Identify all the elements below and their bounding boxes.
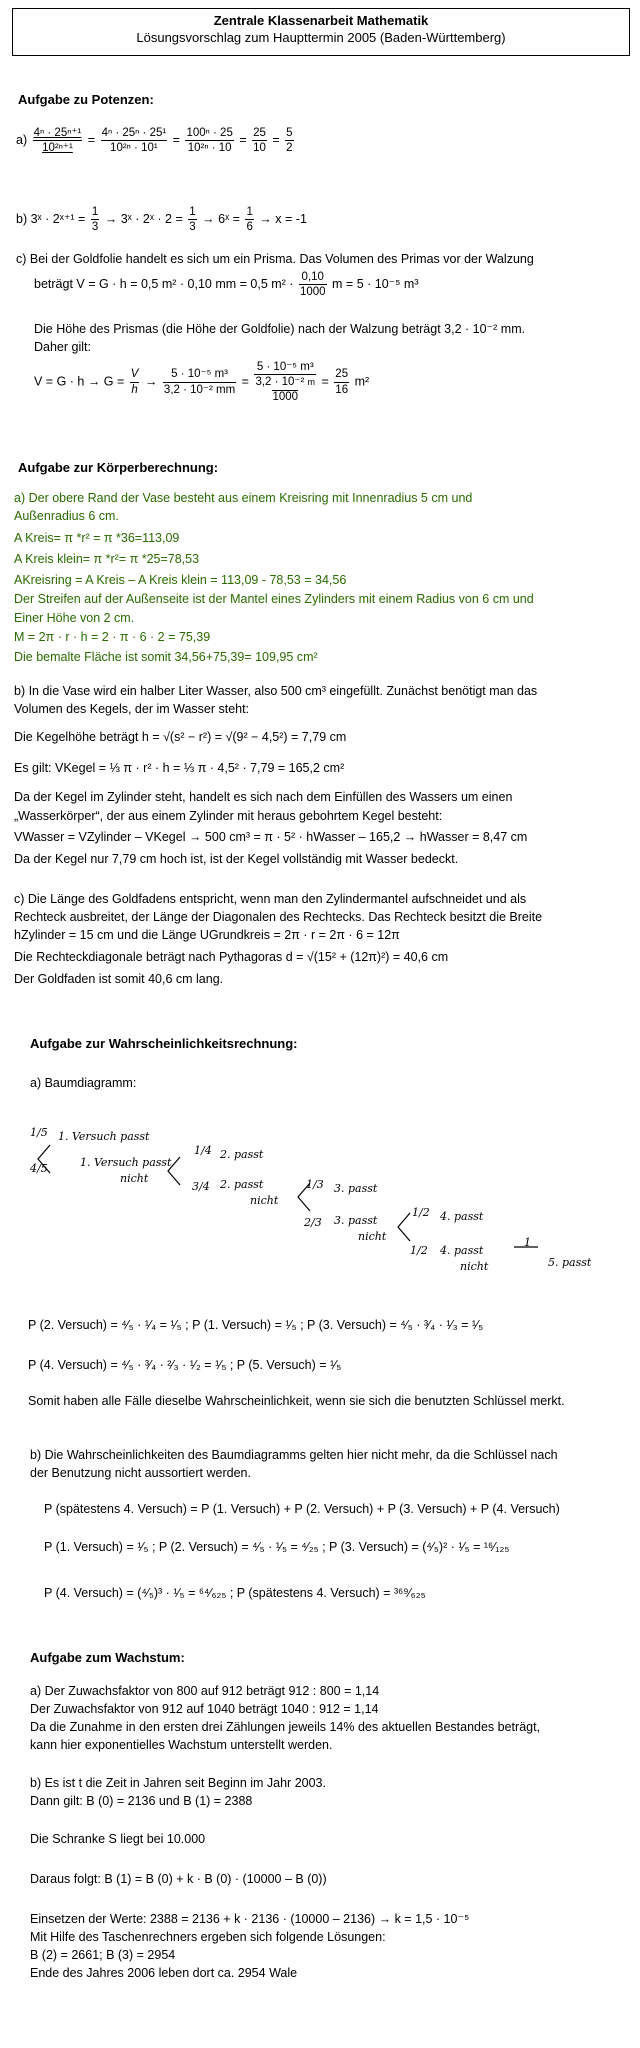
- koerper-b-line: „Wasserkörper“, der aus einem Zylinder mit heraus gebohrtem Kegel besteht:: [14, 809, 443, 823]
- tree-frac: 1/2: [412, 1206, 430, 1219]
- document-subtitle: Lösungsvorschlag zum Haupttermin 2005 (Baden-Württemberg): [136, 30, 506, 45]
- koerper-b-line: Die Kegelhöhe beträgt h = √(s² − r²) = √(9² − 4,5²) = 7,79 cm: [14, 730, 347, 744]
- document-title: Zentrale Klassenarbeit Mathematik: [213, 13, 429, 28]
- wachstum-b-line: Dann gilt: B (0) = 2136 und B (1) = 2388: [30, 1794, 253, 1808]
- potenzen-c-line2: beträgt V = G · h = 0,5 m² · 0,10 mm = 0,5 m² · $\frac{0,10}{1000}$ m = 5 · 10⁻⁵ m³: [34, 271, 419, 299]
- fraction: 5 · 10⁻⁵ m³ 3,2 · 10⁻² m 1000: [255, 361, 316, 403]
- koerper-a-line: A Kreis= π *r² = π *36=113,09: [14, 531, 180, 545]
- probability-b-line: P (4. Versuch) = (⁴⁄₅)³ · ¹⁄₅ = ⁶⁴⁄₆₂₅ ; P (spätestens 4. Versuch) = ³⁶⁹⁄₆₂₅: [44, 1586, 426, 1600]
- probability-line: P (2. Versuch) = ⁴⁄₅ · ¹⁄₄ = ¹⁄₅ ; P (1. Versuch) = ¹⁄₅ ; P (3. Versuch) = ⁴⁄₅ · ³⁄₄ · ¹⁄₃ = ¹⁄₅: [28, 1318, 484, 1332]
- tree-frac: 1/5: [30, 1126, 48, 1139]
- fraction: $\frac{1}{6}$: [246, 206, 253, 234]
- tree-label: 4. passt: [440, 1244, 484, 1257]
- koerper-a-line: Der Streifen auf der Außenseite ist der Mantel eines Zylinders mit einem Radius von 6 cm und: [14, 592, 534, 606]
- potenzen-c-line4: Daher gilt:: [34, 340, 91, 354]
- tree-label: 4. passt: [440, 1210, 484, 1223]
- section-heading-wahrscheinlichkeit: Aufgabe zur Wahrscheinlichkeitsrechnung:: [30, 1036, 298, 1051]
- section-heading-potenzen: Aufgabe zu Potenzen:: [18, 92, 154, 107]
- tree-frac: 1/3: [306, 1178, 324, 1191]
- potenzen-a-label: a): [16, 133, 28, 148]
- tree-label: 2. passt: [220, 1148, 264, 1161]
- tree-frac: 1: [524, 1236, 531, 1249]
- koerper-a-line: Einer Höhe von 2 cm.: [14, 611, 135, 625]
- koerper-c-line: c) Die Länge des Goldfadens entspricht, wenn man den Zylindermantel aufschneidet und als: [14, 892, 527, 906]
- koerper-b-line: Da der Kegel im Zylinder steht, handelt es sich nach dem Einfüllen des Wassers um einen: [14, 790, 513, 804]
- tree-label: 3. passt: [334, 1182, 378, 1195]
- probability-b-line: P (1. Versuch) = ¹⁄₅ ; P (2. Versuch) = ⁴⁄₅ · ¹⁄₅ = ⁴⁄₂₅ ; P (3. Versuch) = (⁴⁄₅)² · ¹⁄₅ = ¹⁶⁄₁₂₅: [44, 1540, 510, 1554]
- tree-label: 2. passt: [220, 1178, 264, 1191]
- document-header: [12, 8, 630, 56]
- tree-label: 1. Versuch passt: [58, 1130, 150, 1143]
- koerper-a-line: Die bemalte Fläche ist somit 34,56+75,39= 109,95 cm²: [14, 650, 318, 664]
- probability-b-line: der Benutzung nicht aussortiert werden.: [30, 1466, 251, 1480]
- fraction: $\frac{1}{3}$: [189, 206, 196, 234]
- koerper-a-line: M = 2π · r · h = 2 · π · 6 · 2 = 75,39: [14, 630, 211, 644]
- koerper-b-line: VWasser = VZylinder – VKegel → 500 cm³ = π · 5² · hWasser – 165,2 → hWasser = 8,47 cm: [14, 830, 528, 844]
- tree-label: nicht: [460, 1260, 489, 1273]
- tree-frac: 1/2: [410, 1244, 428, 1257]
- wachstum-b-line: Die Schranke S liegt bei 10.000: [30, 1832, 206, 1846]
- wachstum-a-line: kann hier exponentielles Wachstum unterstellt werden.: [30, 1738, 333, 1752]
- wachstum-b-line: Mit Hilfe des Taschenrechners ergeben sich folgende Lösungen:: [30, 1930, 386, 1944]
- wachstum-a-line: Da die Zunahme in den ersten drei Zählungen jeweils 14% des aktuellen Bestandes beträgt,: [30, 1720, 541, 1734]
- koerper-a-line: AKreisring = A Kreis – A Kreis klein = 113,09 - 78,53 = 34,56: [14, 573, 347, 587]
- potenzen-c-line3: Die Höhe des Prismas (die Höhe der Goldfolie) nach der Walzung beträgt 3,2 · 10⁻² mm.: [34, 322, 526, 336]
- fraction: $\frac{25}{10}$: [253, 127, 266, 155]
- koerper-b-line: b) In die Vase wird ein halber Liter Wasser, also 500 cm³ eingefüllt. Zunächst benötigt man das: [14, 684, 538, 698]
- probability-b-line: P (spätestens 4. Versuch) = P (1. Versuch) + P (2. Versuch) + P (3. Versuch) + P (4. Versuch): [44, 1502, 560, 1516]
- wachstum-b-line: B (2) = 2661; B (3) = 2954: [30, 1948, 176, 1962]
- koerper-a-line: A Kreis klein= π *r²= π *25=78,53: [14, 552, 200, 566]
- koerper-c-line: Der Goldfaden ist somit 40,6 cm lang.: [14, 972, 224, 986]
- fraction: $\frac{V}{h}$: [130, 368, 139, 396]
- fraction: $\frac{\text{4ⁿ · 25ⁿ⁺¹}}{\text{10²ⁿ⁺¹}}$: [33, 127, 82, 155]
- potenzen-c-line5: V = G · h → G = $\frac{V}{h}$ → $\frac{\text{5 · 10⁻⁵ m³}}{\text{3,2 · 10⁻² mm}}$ = 5 · 10⁻⁵ m³ 3,2 · 10⁻² m 1000 = $\frac{25}{16}$ m²: [34, 361, 370, 403]
- probability-line: Somit haben alle Fälle dieselbe Wahrscheinlichkeit, wenn sie sich die benutzten Schlüssel merkt.: [28, 1394, 565, 1408]
- potenzen-b-line: b) 3ˣ · 2ˣ⁺¹ = $\frac{1}{3}$ → 3ˣ · 2ˣ · 2 = $\frac{1}{3}$ → 6ˣ = $\frac{1}{6}$ → x = -1: [16, 206, 307, 234]
- fraction: $\frac{25}{16}$: [335, 368, 349, 396]
- tree-label: nicht: [250, 1194, 279, 1207]
- tree-label: 1. Versuch passt: [80, 1156, 172, 1169]
- section-heading-koerper: Aufgabe zur Körperberechnung:: [18, 460, 219, 475]
- koerper-c-line: Die Rechteckdiagonale beträgt nach Pythagoras d = √(15² + (12π)²) = 40,6 cm: [14, 950, 449, 964]
- potenzen-a-line: a) $\frac{\text{4ⁿ · 25ⁿ⁺¹}}{\text{10²ⁿ⁺¹}}$ = $\frac{\text{4ⁿ · 25ⁿ · 25¹}}{\text{10²ⁿ · 10¹}}$ = $\frac{\text{100ⁿ · 25}}{\text{10²ⁿ · 10}}$ = $\frac{25}{10}$ = $\frac{5}{2}$: [16, 127, 293, 155]
- probability-line: P (4. Versuch) = ⁴⁄₅ · ³⁄₄ · ²⁄₃ · ¹⁄₂ = ¹⁄₅ ; P (5. Versuch) = ¹⁄₅: [28, 1358, 342, 1372]
- tree-branch: [398, 1213, 410, 1241]
- koerper-a-line: Außenradius 6 cm.: [14, 509, 119, 523]
- tree-frac: 1/4: [194, 1144, 212, 1157]
- tree-label: nicht: [358, 1230, 387, 1243]
- wachstum-b-line: Ende des Jahres 2006 leben dort ca. 2954 Wale: [30, 1966, 298, 1980]
- koerper-b-line: Da der Kegel nur 7,79 cm hoch ist, ist der Kegel vollständig mit Wasser bedeckt.: [14, 852, 459, 866]
- wachstum-b-line: Daraus folgt: B (1) = B (0) + k · B (0) · (10000 – B (0)): [30, 1872, 327, 1886]
- wachstum-b-line: b) Es ist t die Zeit in Jahren seit Beginn im Jahr 2003.: [30, 1776, 326, 1790]
- tree-frac: 3/4: [192, 1180, 210, 1193]
- probability-b-line: b) Die Wahrscheinlichkeiten des Baumdiagramms gelten hier nicht mehr, da die Schlüssel nach: [30, 1448, 558, 1462]
- fraction: $\frac{1}{3}$: [91, 206, 99, 234]
- tree-frac: 2/3: [304, 1216, 322, 1229]
- fraction: $\frac{5}{2}$: [286, 127, 293, 155]
- tree-label: nicht: [120, 1172, 149, 1185]
- koerper-c-line: hZylinder = 15 cm und die Länge UGrundkreis = 2π · r = 2π · 6 = 12π: [14, 928, 400, 942]
- fraction: $\frac{0,10}{1000}$: [299, 271, 326, 299]
- wachstum-a-line: Der Zuwachsfaktor von 912 auf 1040 beträgt 1040 : 912 = 1,14: [30, 1702, 379, 1716]
- potenzen-c-line1: c) Bei der Goldfolie handelt es sich um ein Prisma. Das Volumen des Primas vor der Walzung: [16, 252, 534, 266]
- baumdiagramm-label: a) Baumdiagramm:: [30, 1076, 137, 1090]
- koerper-b-line: Es gilt: VKegel = ⅓ π · r² · h = ⅓ π · 4,5² · 7,79 = 165,2 cm²: [14, 761, 345, 775]
- fraction: $\frac{\text{5 · 10⁻⁵ m³}}{\text{3,2 · 10⁻² mm}}$: [163, 368, 236, 396]
- tree-label: 5. passt: [548, 1256, 592, 1269]
- fraction: $\frac{\text{4ⁿ · 25ⁿ · 25¹}}{\text{10²ⁿ · 10¹}}$: [101, 127, 167, 155]
- fraction: $\frac{\text{100ⁿ · 25}}{\text{10²ⁿ · 10}}$: [186, 127, 233, 155]
- koerper-b-line: Volumen des Kegels, der im Wasser steht:: [14, 702, 250, 716]
- tree-frac: 4/5: [30, 1162, 48, 1175]
- section-heading-wachstum: Aufgabe zum Wachstum:: [30, 1650, 185, 1665]
- wachstum-b-line: Einsetzen der Werte: 2388 = 2136 + k · 2136 · (10000 – 2136) → k = 1,5 · 10⁻⁵: [30, 1912, 470, 1926]
- wachstum-a-line: a) Der Zuwachsfaktor von 800 auf 912 beträgt 912 : 800 = 1,14: [30, 1684, 380, 1698]
- tree-label: 3. passt: [334, 1214, 378, 1227]
- koerper-a-line: a) Der obere Rand der Vase besteht aus einem Kreisring mit Innenradius 5 cm und: [14, 491, 473, 505]
- koerper-c-line: Rechteck ausbreitet, der Länge der Diagonalen des Rechtecks. Das Rechteck besitzt die Breite: [14, 910, 543, 924]
